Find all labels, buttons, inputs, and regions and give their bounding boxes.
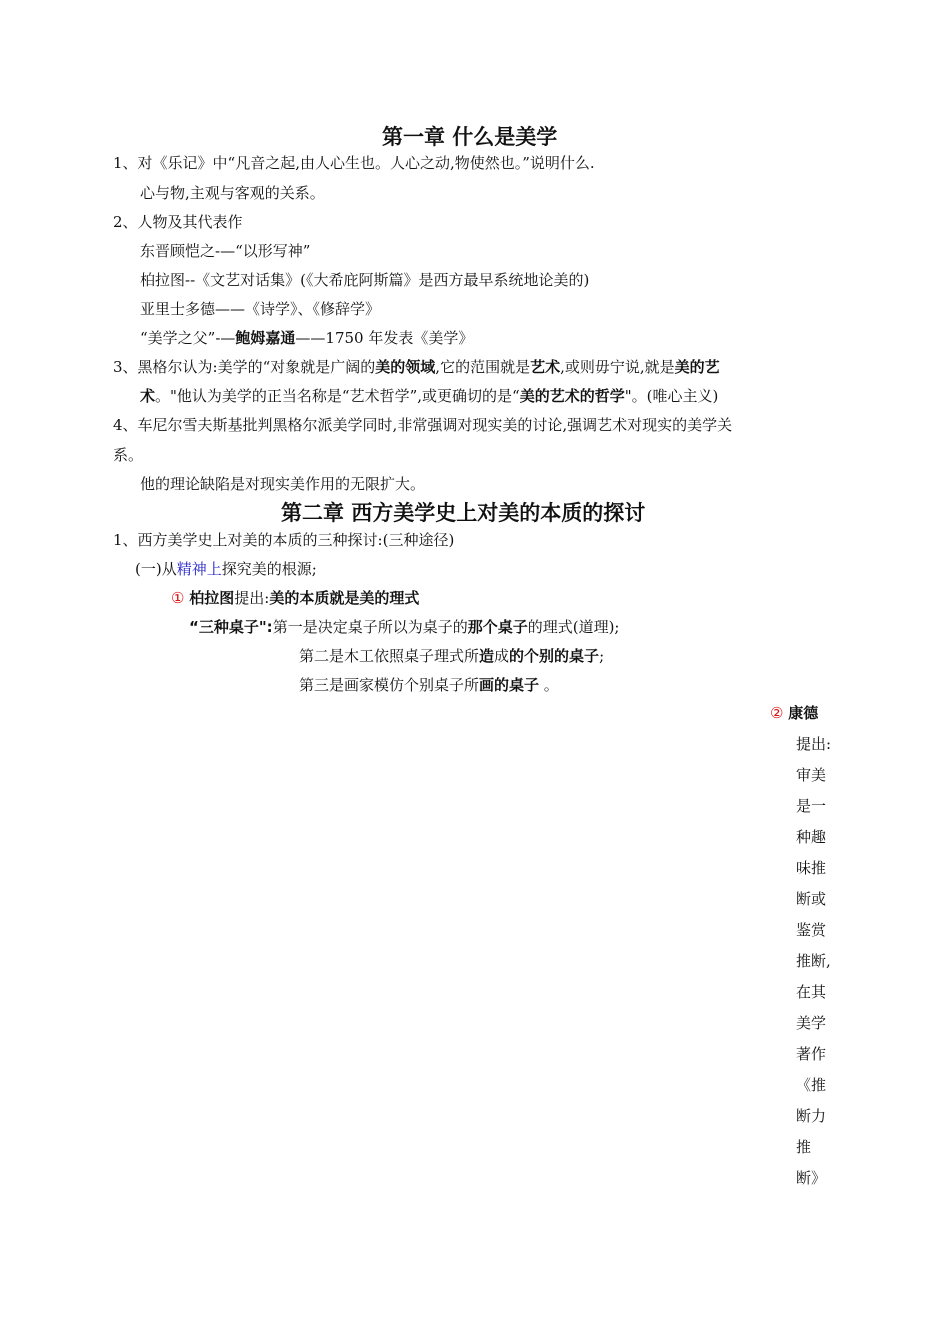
ch1-q2-item: 东晋顾恺之-—“以形写神” bbox=[140, 242, 311, 260]
tables-line1 bbox=[189, 617, 619, 637]
text-run: 西方美学史上对美的本质的三种探讨:(三种途径) bbox=[137, 531, 455, 549]
chapter2-title: 第二章 西方美学史上对美的本质的探讨 bbox=[281, 501, 646, 525]
list-number: 4、 bbox=[113, 416, 138, 434]
ch2-sub1-line bbox=[135, 559, 317, 579]
text-run: 成 bbox=[494, 647, 510, 665]
bold-run: 画的桌子 bbox=[479, 676, 540, 694]
ch1-q2-item: 柏拉图--《文艺对话集》(《大希庇阿斯篇》是西方最早系统地论美的) bbox=[140, 271, 590, 289]
text-run: 。 bbox=[539, 676, 559, 694]
text-fragment: 在其 bbox=[796, 983, 827, 1001]
ch1-q1-text: 对《乐记》中“凡音之起,由人心生也。人心之动,物使然也。”说明什么. bbox=[137, 154, 595, 172]
ch1-q3-line2 bbox=[140, 386, 718, 406]
bold-run: 美的艺 bbox=[674, 358, 720, 376]
text-run: 提出: bbox=[234, 589, 270, 607]
text-fragment: 断力 bbox=[796, 1107, 827, 1125]
bold-run: 术 bbox=[140, 387, 156, 405]
bold-run: 造 bbox=[479, 647, 495, 665]
text-run: 探究美的根源; bbox=[221, 560, 317, 578]
ch1-q4-line2: 系。 bbox=[113, 446, 144, 464]
text-fragment: 鉴赏 bbox=[796, 921, 827, 939]
circled-number-marker: ① bbox=[171, 589, 185, 607]
text-run: 第二是木工依照桌子理式所 bbox=[299, 647, 480, 665]
text-fragment: 是一 bbox=[796, 797, 827, 815]
kant-vertical-text bbox=[796, 734, 836, 1199]
text-fragment: 提出: bbox=[796, 735, 832, 753]
ch1-q3-line1 bbox=[113, 357, 720, 377]
bold-run: 美的本质就是美的理式 bbox=[269, 589, 420, 607]
bold-run: 艺术 bbox=[530, 358, 561, 376]
text-run: 的理式(道理); bbox=[527, 618, 620, 636]
ch1-q4-line1 bbox=[113, 415, 732, 435]
text-fragment: 断》 bbox=[796, 1169, 827, 1187]
text-run: 。"他认为美学的正当名称是“艺术哲学”,或更确切的是“ bbox=[155, 387, 520, 405]
ch1-q2-line bbox=[113, 212, 243, 232]
text-run: “美学之父”-— bbox=[140, 329, 236, 347]
bold-run: 康德 bbox=[788, 704, 819, 722]
bold-run: 鲍姆嘉通 bbox=[235, 329, 296, 347]
list-number: 2、 bbox=[113, 213, 138, 231]
tables-line3 bbox=[299, 675, 559, 695]
text-fragment: 种趣 bbox=[796, 828, 827, 846]
text-fragment: 审美 bbox=[796, 766, 827, 784]
ch1-q2-item bbox=[140, 328, 473, 348]
text-fragment: 断或 bbox=[796, 890, 827, 908]
text-run: 第一是决定桌子所以为桌子的 bbox=[272, 618, 468, 636]
text-fragment: 推 bbox=[796, 1138, 812, 1156]
text-run: "。(唯心主义) bbox=[624, 387, 719, 405]
list-number: 1、 bbox=[113, 154, 138, 172]
ch1-q2-text: 人物及其代表作 bbox=[137, 213, 243, 231]
highlight-run: 精神上 bbox=[176, 560, 222, 578]
ch2-q1-line bbox=[113, 530, 454, 550]
text-run: ——1750 年发表《美学》 bbox=[295, 329, 474, 347]
plato-line bbox=[171, 588, 419, 608]
bold-run: 柏拉图 bbox=[189, 589, 235, 607]
list-number: 1、 bbox=[113, 531, 138, 549]
text-fragment: 《推 bbox=[796, 1076, 827, 1094]
text-fragment: 推断, bbox=[796, 952, 831, 970]
ch1-q1-answer: 心与物,主观与客观的关系。 bbox=[140, 184, 325, 202]
text-run: 第三是画家模仿个别桌子所 bbox=[299, 676, 480, 694]
ch1-q2-item: 亚里士多德——《诗学》、《修辞学》 bbox=[140, 300, 381, 318]
text-run: ,它的范围就是 bbox=[435, 358, 531, 376]
text-run: ; bbox=[599, 647, 605, 665]
text-run: 车尼尔雪夫斯基批判黑格尔派美学同时,非常强调对现实美的讨论,强调艺术对现实的美学关 bbox=[137, 416, 733, 434]
text-run: 黑格尔认为:美学的“对象就是广阔的 bbox=[137, 358, 376, 376]
chapter1-title: 第一章 什么是美学 bbox=[382, 125, 558, 149]
text-run: (一)从 bbox=[135, 560, 177, 578]
bold-run: 美的领域 bbox=[375, 358, 436, 376]
tables-line2 bbox=[299, 646, 604, 666]
bold-run: “三种桌子": bbox=[189, 618, 273, 636]
bold-run: 那个桌子 bbox=[467, 618, 528, 636]
text-fragment: 味推 bbox=[796, 859, 827, 877]
ch1-q1-line bbox=[113, 153, 595, 173]
bold-run: 的个别的桌子 bbox=[509, 647, 600, 665]
ch1-q4-line3: 他的理论缺陷是对现实美作用的无限扩大。 bbox=[140, 475, 426, 493]
kant-line bbox=[770, 703, 818, 723]
text-fragment: 美学 bbox=[796, 1014, 827, 1032]
bold-run: 美的艺术的哲学 bbox=[519, 387, 625, 405]
list-number: 3、 bbox=[113, 358, 138, 376]
text-fragment: 著作 bbox=[796, 1045, 827, 1063]
text-run: ,或则毋宁说,就是 bbox=[560, 358, 675, 376]
circled-number-marker: ② bbox=[770, 704, 784, 722]
